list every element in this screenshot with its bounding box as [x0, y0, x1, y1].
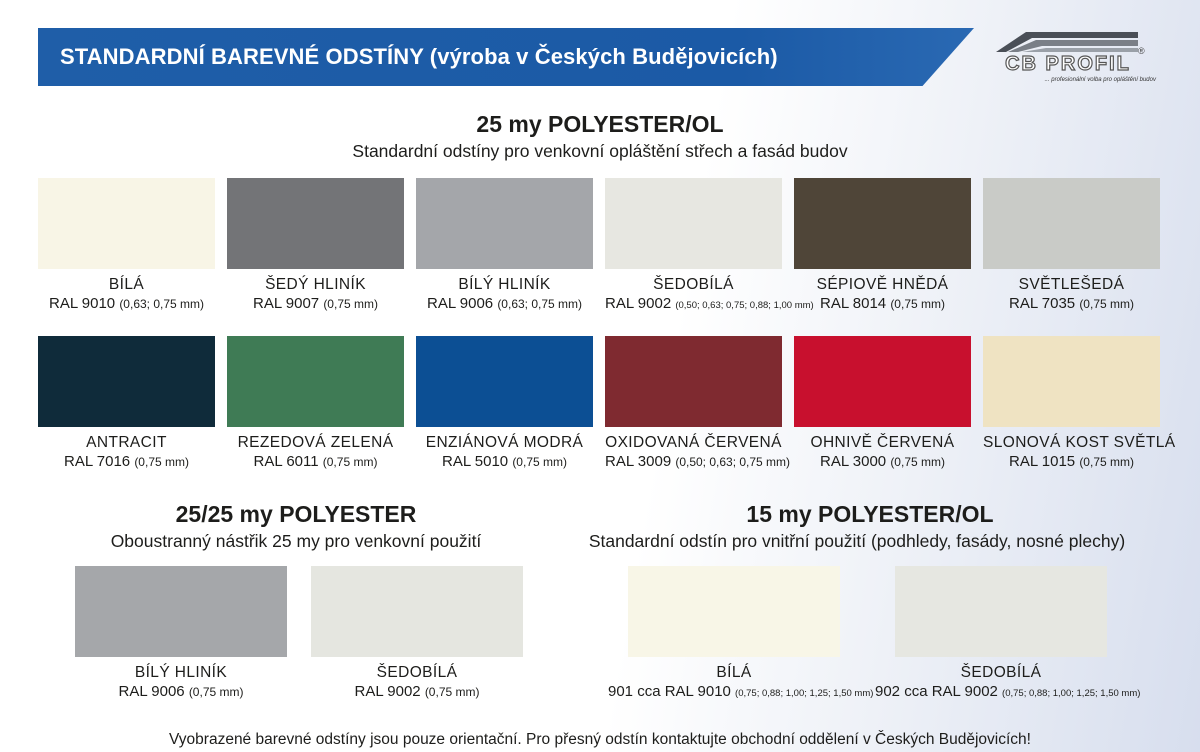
swatch-code	[416, 295, 593, 312]
swatch-ral: RAL 9010	[48, 295, 120, 312]
swatch-ral: RAL 3000	[819, 453, 891, 470]
registered-mark: ®	[1138, 46, 1145, 56]
swatch-ral: RAL 9006	[426, 295, 498, 312]
swatch-code	[875, 683, 1141, 700]
swatch-name: BÍLÁ	[716, 664, 752, 681]
swatch-code	[38, 453, 215, 470]
swatch-prefix: 902 cca	[875, 683, 932, 700]
color-chip	[75, 566, 287, 657]
color-chip	[227, 178, 404, 269]
logo-tagline: ... profesionální volba pro opláštění budov	[1044, 77, 1156, 83]
swatch-name: SÉPIOVĚ HNĚDÁ	[816, 276, 949, 293]
swatch-thickness: (0,75 mm)	[890, 455, 945, 469]
swatch-prefix: 901 cca	[608, 683, 665, 700]
swatch-thickness: (0,50; 0,63; 0,75 mm)	[675, 455, 791, 469]
color-chip	[605, 178, 782, 269]
swatch-code	[75, 683, 287, 700]
swatch-ral: RAL 9002	[931, 683, 1003, 700]
swatch-thickness: (0,75; 0,88; 1,00; 1,25; 1,50 mm)	[1002, 688, 1141, 699]
swatch-ral: RAL 9006	[118, 683, 189, 700]
swatch-name: BÍLÝ HLINÍK	[134, 664, 228, 681]
color-swatch	[75, 566, 287, 700]
color-swatch	[311, 566, 523, 700]
swatch-ral: RAL 9002	[605, 295, 676, 312]
section-double-title: 25/25 my POLYESTER	[175, 501, 417, 527]
swatch-ral: RAL 3009	[605, 453, 676, 470]
color-chip	[38, 336, 215, 427]
swatch-name: ŠEDÝ HLINÍK	[265, 276, 366, 293]
page-title: STANDARDNÍ BAREVNÉ ODSTÍNY (výroba v Českých Budějovicích)	[60, 44, 778, 69]
swatch-name: SVĚTLEŠEDÁ	[1018, 276, 1125, 293]
color-chip	[38, 178, 215, 269]
swatch-code	[608, 683, 874, 700]
color-swatch	[38, 178, 215, 312]
footer-note: Vyobrazené barevné odstíny jsou pouze orientační. Pro přesný odstín kontaktujte obchodní oddělení v Českých Budějovicích!	[169, 731, 1031, 748]
color-swatch	[983, 178, 1160, 312]
swatch-name: SLONOVÁ KOST SVĚTLÁ	[983, 434, 1176, 451]
swatch-name: BÍLÁ	[108, 276, 145, 293]
color-chip	[983, 178, 1160, 269]
swatch-code	[605, 453, 791, 470]
swatch-code	[416, 453, 593, 470]
color-chip	[227, 336, 404, 427]
swatch-thickness: (0,63; 0,75 mm)	[497, 297, 583, 311]
section-main-subtitle: Standardní odstíny pro venkovní opláštění střech a fasád budov	[352, 141, 848, 161]
section-interior-title: 15 my POLYESTER/OL	[746, 501, 994, 527]
swatch-thickness: (0,75 mm)	[188, 685, 244, 699]
color-swatch	[227, 336, 404, 470]
swatch-ral: RAL 1015	[1008, 453, 1080, 470]
swatch-thickness: (0,50; 0,63; 0,75; 0,88; 1,00 mm)	[675, 300, 814, 311]
color-chip	[895, 566, 1107, 657]
color-swatch	[794, 336, 971, 470]
swatch-code	[605, 295, 814, 312]
color-chip	[794, 336, 971, 427]
swatch-thickness: (0,75 mm)	[134, 455, 189, 469]
color-chip	[983, 336, 1160, 427]
swatch-code	[38, 295, 215, 312]
color-swatch	[416, 336, 593, 470]
swatch-name: ŠEDOBÍLÁ	[376, 664, 458, 681]
color-swatch	[227, 178, 404, 312]
swatch-name: ŠEDOBÍLÁ	[653, 276, 734, 293]
swatch-thickness: (0,75; 0,88; 1,00; 1,25; 1,50 mm)	[735, 688, 874, 699]
swatch-thickness: (0,75 mm)	[890, 297, 945, 311]
logo-wordmark: CB PROFIL	[1005, 53, 1131, 75]
color-swatch	[605, 178, 814, 312]
color-chip	[628, 566, 840, 657]
swatch-ral: RAL 7016	[63, 453, 135, 470]
swatch-code	[794, 295, 971, 312]
swatch-thickness: (0,75 mm)	[1079, 297, 1134, 311]
color-swatch	[794, 178, 971, 312]
swatch-ral: RAL 9007	[252, 295, 324, 312]
swatch-ral: RAL 5010	[441, 453, 513, 470]
swatch-ral: RAL 8014	[819, 295, 891, 312]
color-chip	[416, 336, 593, 427]
swatch-ral: RAL 6011	[253, 453, 323, 470]
swatch-code	[794, 453, 971, 470]
color-swatch	[605, 336, 791, 470]
swatch-thickness: (0,75 mm)	[424, 685, 480, 699]
section-main-title: 25 my POLYESTER/OL	[476, 111, 724, 137]
swatch-ral: RAL 9002	[354, 683, 425, 700]
color-chip	[794, 178, 971, 269]
color-chip	[311, 566, 523, 657]
section-double-subtitle: Oboustranný nástřik 25 my pro venkovní použití	[110, 531, 482, 551]
swatch-name: OXIDOVANÁ ČERVENÁ	[605, 434, 782, 451]
color-swatch	[875, 566, 1141, 700]
color-chip	[605, 336, 782, 427]
swatch-code	[227, 453, 404, 470]
swatch-code	[227, 295, 404, 312]
swatch-code	[983, 453, 1160, 470]
color-swatch	[416, 178, 593, 312]
swatch-thickness: (0,75 mm)	[322, 455, 378, 469]
swatch-name: OHNIVĚ ČERVENÁ	[810, 434, 955, 451]
swatch-thickness: (0,75 mm)	[512, 455, 567, 469]
swatch-thickness: (0,63; 0,75 mm)	[119, 297, 205, 311]
swatch-thickness: (0,75 mm)	[323, 297, 378, 311]
company-logo	[988, 30, 1158, 90]
swatch-name: ŠEDOBÍLÁ	[960, 664, 1042, 681]
swatch-code	[983, 295, 1160, 312]
swatch-name: REZEDOVÁ ZELENÁ	[237, 434, 394, 451]
section-interior-subtitle: Standardní odstín pro vnitřní použití (podhledy, fasády, nosné plechy)	[588, 531, 1126, 551]
swatch-thickness: (0,75 mm)	[1079, 455, 1134, 469]
swatch-code	[311, 683, 523, 700]
color-chip	[416, 178, 593, 269]
swatch-name: ENZIÁNOVÁ MODRÁ	[425, 434, 584, 451]
swatch-name: ANTRACIT	[86, 434, 167, 451]
color-swatch	[608, 566, 874, 700]
swatch-ral: RAL 9010	[664, 683, 736, 700]
color-swatch	[983, 336, 1176, 470]
swatch-name: BÍLÝ HLINÍK	[458, 276, 551, 293]
swatch-ral: RAL 7035	[1008, 295, 1080, 312]
color-swatch	[38, 336, 215, 470]
